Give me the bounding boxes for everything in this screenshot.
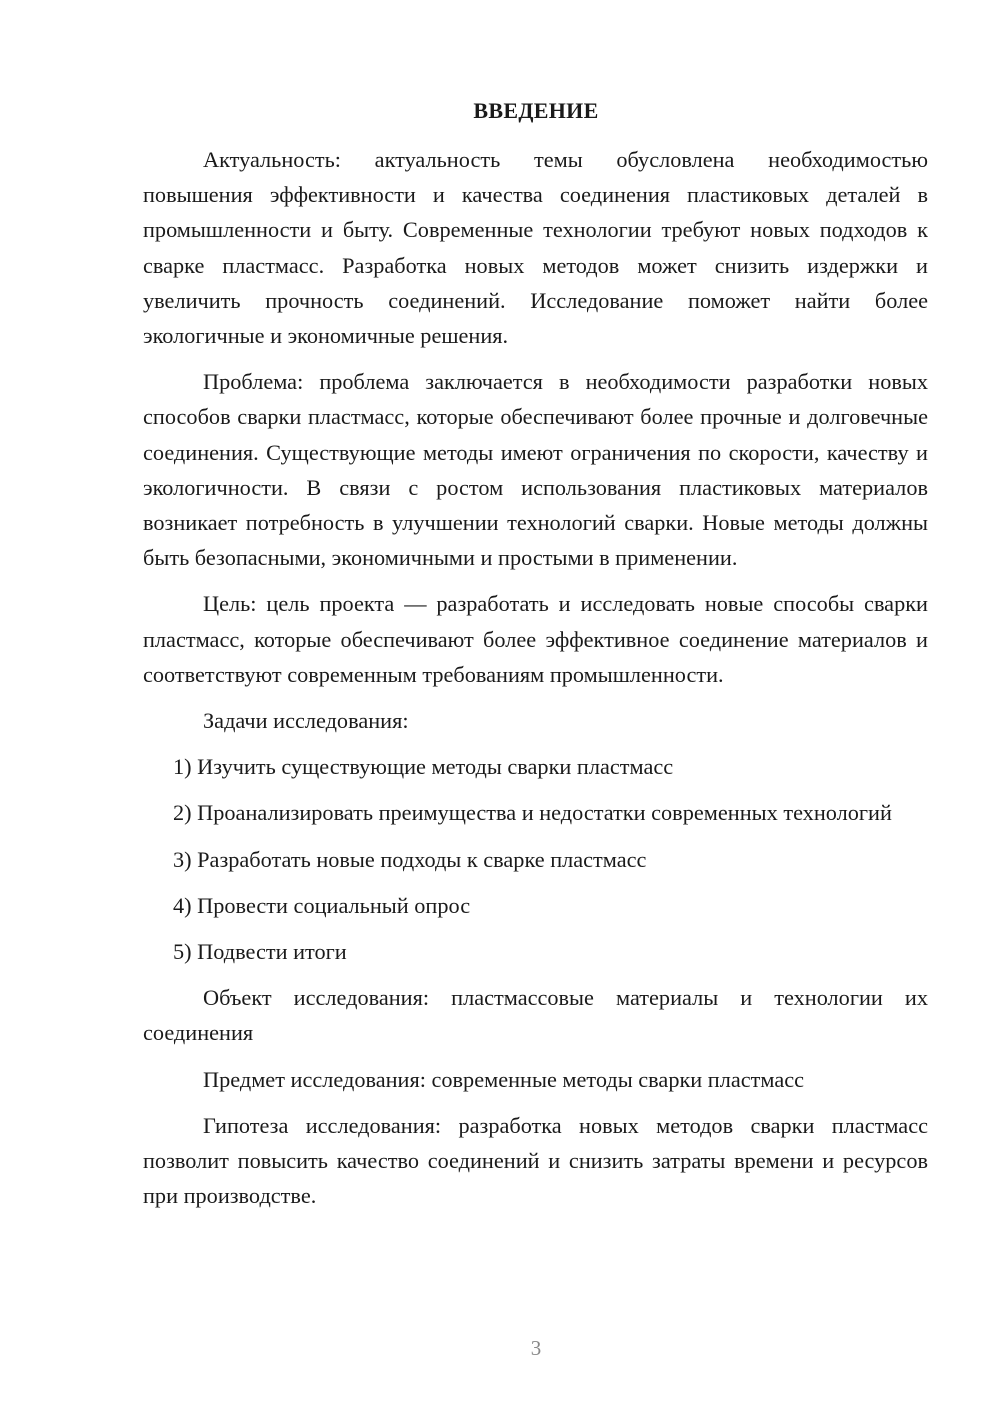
page-number: 3 (530, 1336, 542, 1360)
hypothesis-paragraph: Гипотеза исследования: разработка новых методов сварки пластмасс позволит повысить качество соединений и снизить затраты времени и ресурсов при производстве. (143, 1112, 928, 1209)
document-body (143, 142, 928, 1213)
subject-paragraph: Предмет исследования: современные методы сварки пластмасс (203, 1066, 805, 1092)
tasks-heading: Задачи исследования: (203, 708, 409, 734)
task-item: 1) Изучить существующие методы сварки пластмасс (173, 754, 674, 780)
page-title: ВВЕДЕНИЕ (473, 98, 599, 123)
task-item: 5) Подвести итоги (173, 939, 347, 965)
task-item: 3) Разработать новые подходы к сварке пластмасс (173, 846, 647, 872)
problem-paragraph: Проблема: проблема заключается в необходимости разработки новых способов сварки пластмасс, которые обеспечивают более прочные и долговечные соединения. Существующие методы имеют ограничения по скорости, качеству и экологичности. В связи с ростом использования пластиковых материалов возникает потребность в улучшении технологий сварки. Новые методы должны быть безопасными, экономичными и простыми в применении. (143, 369, 928, 571)
task-item: 2) Проанализировать преимущества и недостатки современных технологий (173, 800, 892, 826)
goal-paragraph: Цель: цель проекта — разработать и исследовать новые способы сварки пластмасс, которые обеспечивают более эффективное соединение материалов и соответствуют современным требованиям промышленности. (143, 591, 928, 687)
task-item: 4) Провести социальный опрос (173, 892, 471, 918)
relevance-paragraph: Актуальность: актуальность темы обусловлена необходимостью повышения эффективности и качества соединения пластиковых деталей в промышленности и быту. Современные технологии требуют новых подходов к сварке пластмасс. Разработка новых методов может снизить издержки и увеличить прочность соединений. Исследование поможет найти более экологичные и экономичные решения. (143, 147, 928, 349)
object-paragraph: Объект исследования: пластмассовые материалы и технологии их соединения (143, 985, 928, 1046)
